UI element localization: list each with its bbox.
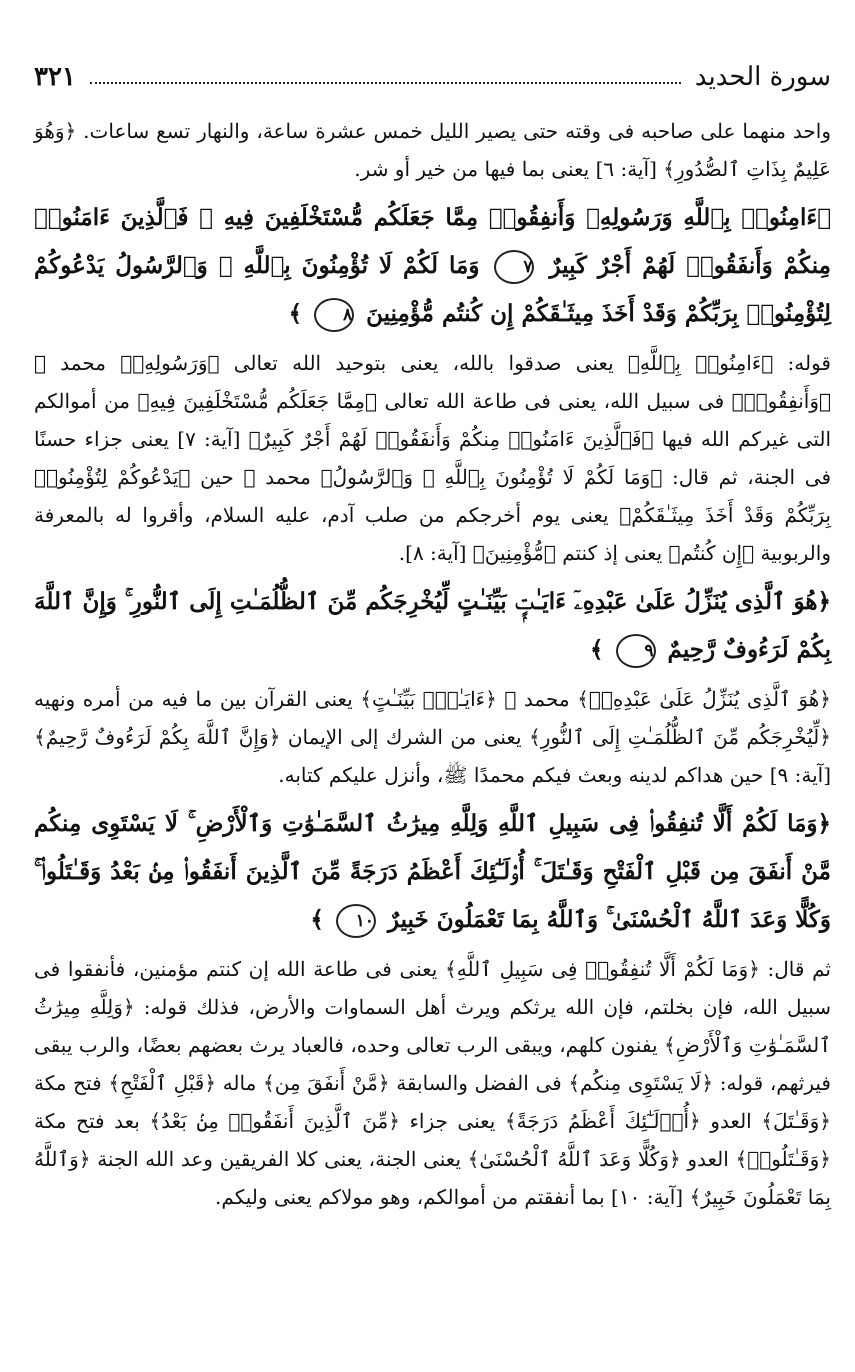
quran-verse-9 xyxy=(34,578,831,674)
ayah-number-8: ٨ xyxy=(314,298,354,332)
ayah-number-9: ٩ xyxy=(616,634,656,668)
verse-close-bracket: ﴾ xyxy=(590,636,604,663)
page-header xyxy=(34,52,831,92)
commentary-paragraph-1: واحد منهما على صاحبه فى وقته حتى يصير الليل خمس عشرة ساعة، والنهار تسع ساعات. ﴿وَهُوَ عَلِيمٌ بِذَاتِ ٱلصُّدُورِ﴾ [آية: ٦] يعنى بما فيها من خير أو شر. xyxy=(34,119,831,181)
ayah-number-10: ١٠ xyxy=(336,904,376,938)
commentary-paragraph-2: قوله: ﴿ءَامِنُوا۟ بِٱللَّهِ﴾ يعنى صدقوا بالله، يعنى بتوحيد الله تعالى ﴿وَرَسُولِهِۦ﴾ محمد ﷺ ﴿وَأَنفِقُوا۟﴾ فى سبيل الله، يعنى فى طاعة الله تعالى ﴿مِمَّا جَعَلَكُم مُّسْتَخْلَفِينَ فِيهِ﴾ من أموالكم التى غيركم الله فيها ﴿فَٱلَّذِينَ ءَامَنُوا۟ مِنكُمْ وَأَنفَقُوا۟ لَهُمْ أَجْرٌ كَبِيرٌ﴾ [آية: ٧] يعنى جزاء حسنًا فى الجنة، ثم قال: ﴿وَمَا لَكُمْ لَا تُؤْمِنُونَ بِٱللَّهِ ۙ وَٱلرَّسُولُ﴾ محمد ﷺ حين ﴿يَدْعُوكُمْ لِتُؤْمِنُوا۟ بِرَبِّكُمْ وَقَدْ أَخَذَ مِيثَـٰقَكُمْ﴾ يعنى يوم أخرجكم من صلب آدم، عليه السلام، وأقروا له بالمعرفة والربوبية ﴿إِن كُنتُم﴾ يعنى إذ كنتم ﴿مُّؤْمِنِينَ﴾ [آية: ٨]. xyxy=(34,351,831,565)
verse-close-bracket: ﴾ xyxy=(310,906,324,933)
commentary-paragraph-4: ثم قال: ﴿وَمَا لَكُمْ أَلَّا تُنفِقُوا۟ فِى سَبِيلِ ٱللَّهِ﴾ يعنى فى طاعة الله إن كنتم مؤمنين، فأنفقوا فى سبيل الله، فإن بخلتم، فإن الله يرثكم ويرث أهل السماوات والأرض، فذلك قوله: ﴿وَلِلَّهِ مِيرَٰثُ ٱلسَّمَـٰوَٰتِ وَٱلْأَرْضِ﴾ يفنون كلهم، ويبقى الرب تعالى وحده، فالعباد يرث بعضهم بعضًا، والرب يبقى فيرثهم، قوله: ﴿لَا يَسْتَوِى مِنكُم﴾ فى الفضل والسابقة ﴿مَّنْ أَنفَقَ مِن﴾ ماله ﴿قَبْلِ ٱلْفَتْحِ﴾ فتح مكة ﴿وَقَـٰتَلَ﴾ العدو ﴿أُو۟لَـٰٓئِكَ أَعْظَمُ دَرَجَةً﴾ يعنى جزاء ﴿مِّنَ ٱلَّذِينَ أَنفَقُوا۟ مِنۢ بَعْدُ﴾ بعد فتح مكة ﴿وَقَـٰتَلُوا۟﴾ العدو ﴿وَكُلًّا وَعَدَ ٱللَّهُ ٱلْحُسْنَىٰ﴾ يعنى الجنة، يعنى كلا الفريقين وعد الله الجنة ﴿وَٱللَّهُ بِمَا تَعْمَلُونَ خَبِيرٌ﴾ [آية: ١٠] بما أنفقتم من أموالكم، وهو مولاكم يعنى وليكم. xyxy=(34,957,831,1209)
commentary-paragraph-3: ﴿هُوَ ٱلَّذِى يُنَزِّلُ عَلَىٰ عَبْدِهِۦٓ﴾ محمد ﷺ ﴿ءَايَـٰتٍۭ بَيِّنَـٰتٍ﴾ يعنى القرآن بين ما فيه من أمره ونهيه ﴿لِّيُخْرِجَكُم مِّنَ ٱلظُّلُمَـٰتِ إِلَى ٱلنُّورِ﴾ يعنى من الشرك إلى الإيمان ﴿وَإِنَّ ٱللَّهَ بِكُمْ لَرَءُوفٌ رَّحِيمٌ﴾ [آية: ٩] حين هداكم لدينه وبعث فيكم محمدًا ﷺ، وأنزل عليكم كتابه. xyxy=(34,687,831,787)
page-number: ٣٢١ xyxy=(34,62,76,92)
ayah-number-7: ٧ xyxy=(494,250,534,284)
surah-title: سورة الحديد xyxy=(694,62,831,92)
page-body xyxy=(34,112,831,1216)
verse-10-text: ﴿وَمَا لَكُمْ أَلَّا تُنفِقُوا۟ فِى سَبِيلِ ٱللَّهِ وَلِلَّهِ مِيرَٰثُ ٱلسَّمَـٰوَٰتِ وَٱلْأَرْضِ ۚ لَا يَسْتَوِى مِنكُم مَّنْ أَنفَقَ مِن قَبْلِ ٱلْفَتْحِ وَقَـٰتَلَ ۚ أُو۟لَـٰٓئِكَ أَعْظَمُ دَرَجَةً مِّنَ ٱلَّذِينَ أَنفَقُوا۟ مِنۢ بَعْدُ وَقَـٰتَلُوا۟ ۚ وَكُلًّا وَعَدَ ٱللَّهُ ٱلْحُسْنَىٰ ۚ وَٱللَّهُ بِمَا تَعْمَلُونَ خَبِيرٌ xyxy=(34,810,831,933)
verse-close-bracket: ﴾ xyxy=(288,300,303,327)
verse-8-text: وَمَا لَكُمْ لَا تُؤْمِنُونَ بِٱللَّهِ ۙ وَٱلرَّسُولُ يَدْعُوكُمْ لِتُؤْمِنُوا۟ بِرَبِّكُمْ وَقَدْ أَخَذَ مِيثَـٰقَكُمْ إِن كُنتُم مُّؤْمِنِينَ xyxy=(34,252,831,327)
quran-verse-7-8 xyxy=(34,194,831,338)
verse-7-text: ﴿ءَامِنُوا۟ بِٱللَّهِ وَرَسُولِهِۦ وَأَنفِقُوا۟ مِمَّا جَعَلَكُم مُّسْتَخْلَفِينَ فِيهِ ۖ فَٱلَّذِينَ ءَامَنُوا۟ مِنكُمْ وَأَنفَقُوا۟ لَهُمْ أَجْرٌ كَبِيرٌ xyxy=(34,204,831,279)
quran-verse-10 xyxy=(34,800,831,944)
header-leader-dots xyxy=(90,82,681,84)
verse-9-text: ﴿هُوَ ٱلَّذِى يُنَزِّلُ عَلَىٰ عَبْدِهِۦٓ ءَايَـٰتٍۭ بَيِّنَـٰتٍ لِّيُخْرِجَكُم مِّنَ ٱلظُّلُمَـٰتِ إِلَى ٱلنُّورِ ۚ وَإِنَّ ٱللَّهَ بِكُمْ لَرَءُوفٌ رَّحِيمٌ xyxy=(34,588,831,663)
